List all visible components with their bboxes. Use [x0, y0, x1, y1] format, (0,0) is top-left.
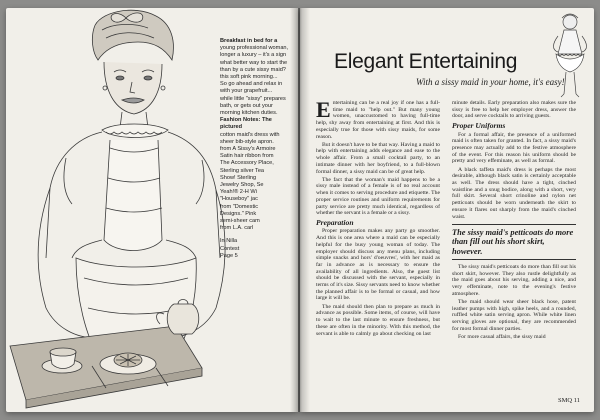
caption-line: Satin hair ribbon from: [220, 153, 274, 160]
article-subtitle: With a sissy maid in your home, it's easy!: [416, 77, 565, 87]
body-paragraph: For a formal affair, the presence of a uniformed maid is often taken for granted. In fact, a sissy maid's presence may actually add to the festive atmosphere of the event. For this reason his uniform should be pretty and very effeminate, as well as formal.: [452, 131, 576, 165]
caption-line: with your grapefruit...: [220, 88, 273, 95]
body-paragraph: The fact that the woman's maid happens to be a sissy male instead of a female is of no real account when it comes to serving procedure and etiquette. The proper service routines and uniform requirements for party service are pretty much identical, regardless of whether the servant is a female or a sissy.: [316, 176, 440, 217]
pull-quote: The sissy maid's petticoats do more than fill out his short skirt, however.: [452, 224, 576, 260]
intro-text: ntertaining can be a real joy if one has a full-time maid to "help out." But many young women, unaccustomed to having full-time help, shy away from entertaining at first. And this is especially true for those with sissy maids, for some reason.: [316, 100, 440, 140]
right-page: [300, 8, 594, 412]
article-title-block: [334, 50, 584, 90]
caption-line: than by a cute sissy maid?: [220, 66, 286, 73]
caption-line: Show! Sterling: [220, 174, 257, 181]
body-paragraph: Proper preparation makes any party go smoother. And this is one area where a maid can be especially helpful for the busy young woman of today. The employer should discuss any menu plans, including simple snacks and hors' d'oeuvres', with her maid as far in advance as is necessary to ensure the availability of all ingredients. Also, the guest list should be discussed with the servant, especially in terms of it's size. Sissy servants need to know whether the planned affair is to be formal or casual, and how large it will be.: [316, 228, 440, 302]
page-number: SMQ 11: [558, 397, 580, 404]
woman-serving-tray-illustration: [6, 8, 238, 412]
section-heading-preparation: Preparation: [316, 217, 354, 227]
caption-line: morning kitchen duties.: [220, 110, 278, 117]
body-paragraph: The maid should wear sheer black hose, patent leather pumps with high, spike heels, and a rounded, ruffled white satin serving apron. While white linen serving gloves are optional, they are recommended for most formal dinner parties.: [452, 298, 576, 332]
caption-line: this soft pink morning...: [220, 74, 278, 81]
book-gutter-shadow: [290, 8, 310, 412]
caption-line: In Nilla: [220, 238, 238, 245]
caption-line: "Houseboy" jac: [220, 196, 258, 203]
caption-line: Yeah!® 2-H Wi: [220, 189, 257, 196]
caption-line: sheer bib-style apron.: [220, 138, 274, 145]
article-column-left: [316, 100, 440, 390]
body-paragraph: But it doesn't have to be that way. Having a maid to help with entertaining adds elegance and ease to the whole affair. From a small cocktail party, to an intimate dinner with her boyfriend, to a full-blown formal dinner, a sissy maid can be of great help.: [316, 141, 440, 175]
caption-line: So go ahead and relax in: [220, 81, 283, 88]
caption-line: cotton maid's dress with: [220, 131, 280, 138]
body-paragraph: For more casual affairs, the sissy maid: [458, 333, 546, 340]
caption-line: Contest: [220, 245, 240, 252]
article-column-right: [452, 100, 576, 390]
caption-line: Breakfast in bed for a: [220, 38, 278, 44]
drop-cap: E: [316, 100, 331, 122]
intro-paragraph: [316, 100, 440, 140]
body-paragraph: minute details. Early preparation also makes sure the sissy is free to help her employer dress, answer the door, and serve cocktails to arriving guests.: [452, 100, 576, 120]
section-heading-uniforms: Proper Uniforms: [452, 121, 506, 131]
caption-line: Page 5: [220, 252, 238, 259]
caption-line: bath, or gets out your: [220, 102, 273, 109]
body-paragraph: The maid should then plan to prepare as much in advance as possible. Some items, of course, will have to wait to the last minute to ensure freshness, but these are often in the minority. With this method, the servant is able to calmly go about checking on last: [316, 303, 440, 337]
caption-line: Jewelry Shop, Se: [220, 182, 264, 189]
caption-line: semi-sheer cam: [220, 218, 260, 225]
caption-line: Sterling silver Tea: [220, 167, 265, 174]
caption-line: from L.A. carl: [220, 225, 254, 232]
caption-line: young professional woman,: [220, 45, 289, 52]
left-page-caption-text: [220, 38, 294, 338]
caption-line: while little "sissy" prepares: [220, 95, 286, 102]
caption-line: what better way to start the: [220, 59, 288, 66]
caption-line: longer a luxury – it's a sign: [220, 52, 287, 59]
body-paragraph: The sissy maid's petticoats do more than fill out his short skirt, however. They also rustle delightfully as the maid goes about his serving, adding a nice, and very effeminate, note to the evening's festive atmosphere.: [452, 263, 576, 297]
caption-line: from A Sissy's Armoire: [220, 146, 276, 153]
caption-line: from "Domestic: [220, 203, 259, 210]
caption-line: The Accessory Place,: [220, 160, 274, 167]
article-title: Elegant Entertaining: [334, 50, 518, 73]
caption-line: Designs." Pink: [220, 210, 257, 217]
caption-line: Fashion Notes: The pictured: [220, 117, 272, 131]
body-paragraph: A black taffeta maid's dress is perhaps the most desirable, although black satin is certainly acceptable as well. The dress should have a tight, cinched waistline and a snug bodice, along with a short, very full skirt. Several short crinoline and nylon net petticoats should be worn underneath the skirt to ensure it flares out sharply from the maid's cinched waist.: [452, 166, 576, 220]
left-page: [6, 8, 298, 412]
